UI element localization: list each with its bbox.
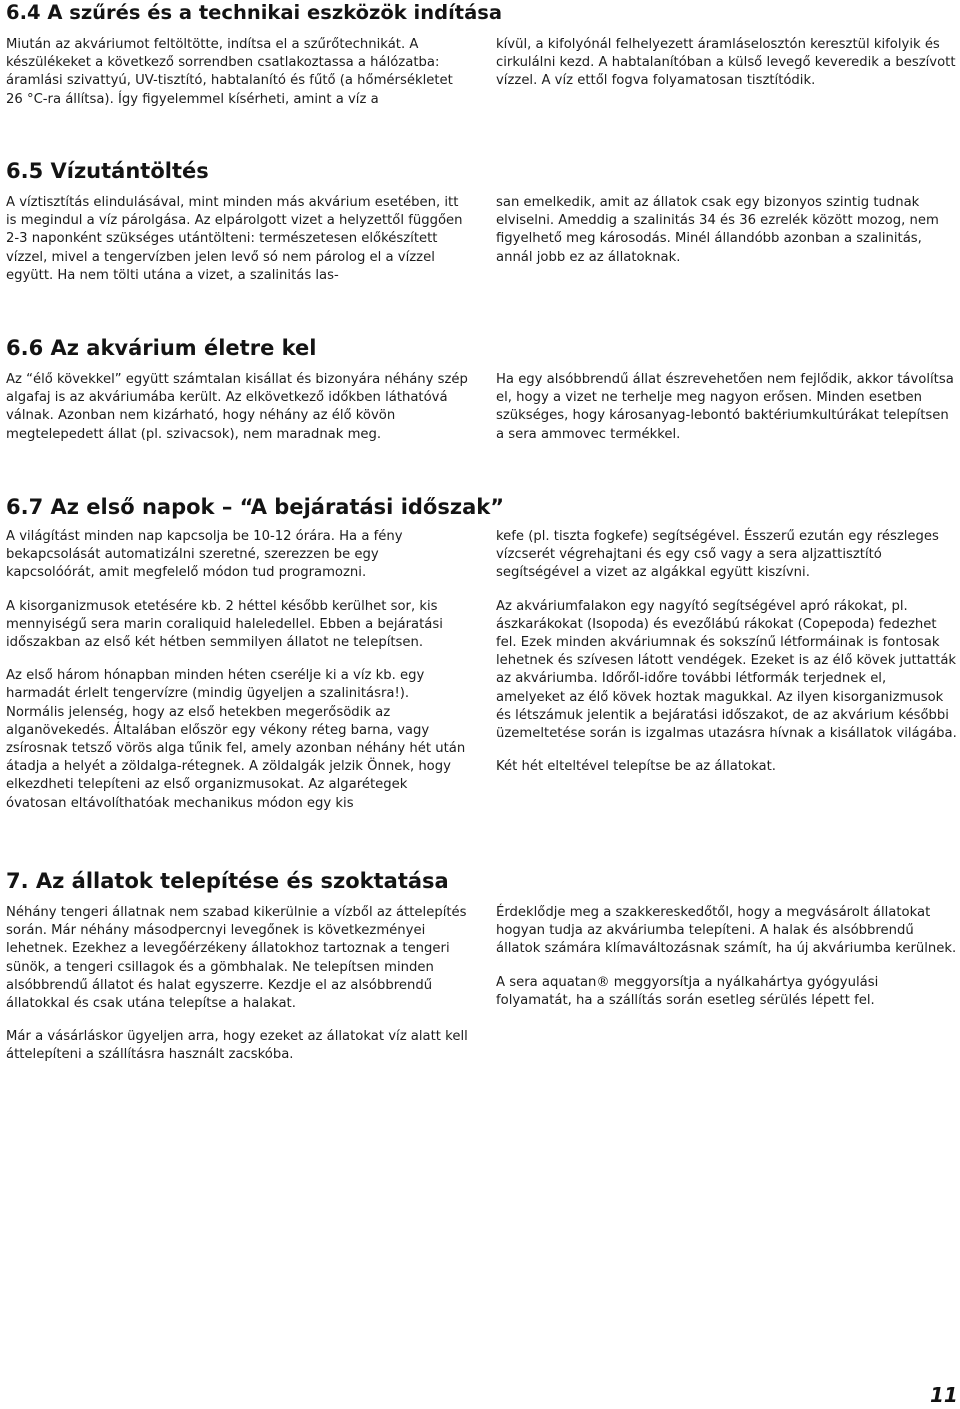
paragraph: Már a vásárláskor ügyeljen arra, hogy ezeket az állatokat víz alatt kell áttelepíteni a szállításra használt zacskóba.	[6, 1029, 468, 1063]
paragraph: Érdeklődje meg a szakkereskedőtől, hogy a megvásárolt állatokat hogyan tudja az akváriumba telepíteni. A halak és alsóbbrendű állatok számára klímaváltozásnak számít, ha új akváriumba kerülnek.	[496, 905, 957, 957]
paragraph: A kisorganizmusok etetésére kb. 2 héttel később kerülhet sor, kis mennyiségű sera marin coraliquid haleledellel. Ebben a bejáratási időszakban az első két hétben semmilyen állatot ne telepítsen.	[6, 598, 443, 651]
paragraph: Az első három hónapban minden héten cserélje ki a víz kb. egy harmadát érlelt tengervízre (mindig ügyeljen a szalinitásra!). Normális jelenség, hogy az első hetekben megerősödik az alganövekedés. Általában először egy vékony réteg barna, vagy zsírosnak tetsző vörös alga tűnik fel, amely azonban néhány hét után átadja a helyét a zöldalga-rétegnek. A zöldalgák jelzik Önnek, hogy elkezdheti telepíteni az első organizmusokat. Az algarétegek óvatosan eltávolíthatóak mechanikus módon egy kis	[6, 668, 466, 811]
paragraph: Néhány tengeri állatnak nem szabad kikerülnie a vízből az áttelepítés során. Már néhány másodpercnyi levegőnek is következményei lehetnek. Ezekhez a levegőérzékeny állatokhoz tartoznak a tengeri sünök, a tengeri csillagok és a gömbhalak. Ne telepítsen minden alsóbbrendű állatot és halat egyszerre. Kezdje el az alsóbbrendű állatokkal és csak utána telepítse a halakat.	[6, 905, 467, 1012]
paragraph: Az akváriumfalakon egy nagyító segítségével apró rákokat, pl. ászkarákokat (Isopoda) és evezőlábú rákokat (Copepoda) fedezhet fel. Ezek minden akváriumnak és sokszínű létformáinak is fontosak lehetnek és szívesen látott vendégek. Ezeket is az élő kövek juttatták az akváriumba. Időről-időre további létformák terjednek el, amelyeket az élő kövek hoztak magukkal. Az ilyen kisorganizmusok és létszámuk jelentik a bejáratási időszakot, de az akvárium későbbi üzemeltetése során is izgalmas utazásra hívnak a kisállatok világába.	[496, 598, 957, 742]
column-right	[496, 194, 958, 267]
column-left	[6, 371, 468, 444]
section-6-7	[6, 494, 960, 811]
paragraph: san emelkedik, amit az állatok csak egy bizonyos szintig tudnak elviselni. Ameddig a szalinitás 34 és 36 ezrelék között mozog, nem figyelhető meg károsodás. Minél állandóbb azonban a szalinitás, annál jobb ez az állatoknak.	[496, 195, 939, 265]
paragraph: A sera aquatan® meggyorsítja a nyálkahártya gyógyulási folyamatát, ha a szállítás során esetleg sérülés lépett fel.	[496, 974, 879, 1008]
column-right	[496, 528, 958, 776]
paragraph: kefe (pl. tiszta fogkefe) segítségével. Ésszerű ezután egy részleges vízcserét végrehajtani és egy cső vagy a sera aljzattisztító segítségével a vizet az algákkal együtt kiszívni.	[496, 529, 939, 581]
column-left	[6, 904, 468, 1065]
column-right	[496, 371, 958, 444]
section-title: 7. Az állatok telepítése és szoktatása	[6, 869, 449, 893]
paragraph: Két hét elteltével telepítse be az állatokat.	[496, 759, 776, 775]
section-title: 6.5 Vízutántöltés	[6, 159, 209, 183]
column-right	[496, 904, 958, 1010]
section-6-5	[6, 158, 960, 283]
section-6-6	[6, 335, 960, 442]
section-title: 6.4 A szűrés és a technikai eszközök indítása	[6, 1, 502, 24]
column-left	[6, 36, 468, 109]
paragraph: A víztisztítás elindulásával, mint minden más akvárium esetében, itt is megindul a víz párolgása. Az elpárolgott vizet a helyzettől függően 2-3 naponként szükséges utántölteni: természetesen előkészített vízzel, mivel a tengervízben jelen levő só nem párolog el a vízzel együtt. Ha nem tölti utána a vizet, a szalinitás las-	[6, 195, 463, 283]
page-number: 11	[930, 1383, 958, 1407]
column-left	[6, 194, 468, 285]
paragraph: Miután az akváriumot feltöltötte, indítsa el a szűrőtechnikát. A készülékeket a következő sorrendben csatlakoztassa a hálózatba: áramlási szivattyú, UV-tisztító, habtalanító és fűtő (a hőmérsékletet 26 °C-ra állítsa). Így figyelemmel kísérheti, amint a víz a	[6, 37, 453, 107]
section-title: 6.6 Az akvárium életre kel	[6, 336, 317, 360]
section-6-4	[6, 0, 960, 107]
section-title: 6.7 Az első napok – “A bejáratási időszak”	[6, 495, 505, 519]
column-right	[496, 36, 958, 91]
section-7	[6, 868, 960, 1063]
paragraph: kívül, a kifolyónál felhelyezett áramláselosztón keresztül kifolyik és cirkulálni kezd. A habtalanítóban a külső levegő keveredik a beszívott vízzel. A víz ettől fogva folyamatosan tisztítódik.	[496, 37, 956, 89]
paragraph: Ha egy alsóbbrendű állat észrevehetően nem fejlődik, akkor távolítsa el, hogy a vizet ne terhelje meg nagyon erősen. Minden esetben szükséges, hogy károsanyag-lebontó baktériumkultúrákat telepítsen a sera ammovec termékkel.	[496, 372, 954, 442]
column-left	[6, 528, 468, 813]
paragraph: Az “élő kövekkel” együtt számtalan kisállat és bizonyára néhány szép algafaj is az akváriumába került. Az elkövetkező időkben láthatóvá válnak. Azonban nem kizárható, hogy néhány az élő kövön megtelepedett állat (pl. szivacsok), nem maradnak meg.	[6, 372, 468, 442]
paragraph: A világítást minden nap kapcsolja be 10-12 órára. Ha a fény bekapcsolását automatizálni szeretné, szerezzen be egy kapcsolóórát, amit megfelelő módon tud programozni.	[6, 529, 403, 581]
